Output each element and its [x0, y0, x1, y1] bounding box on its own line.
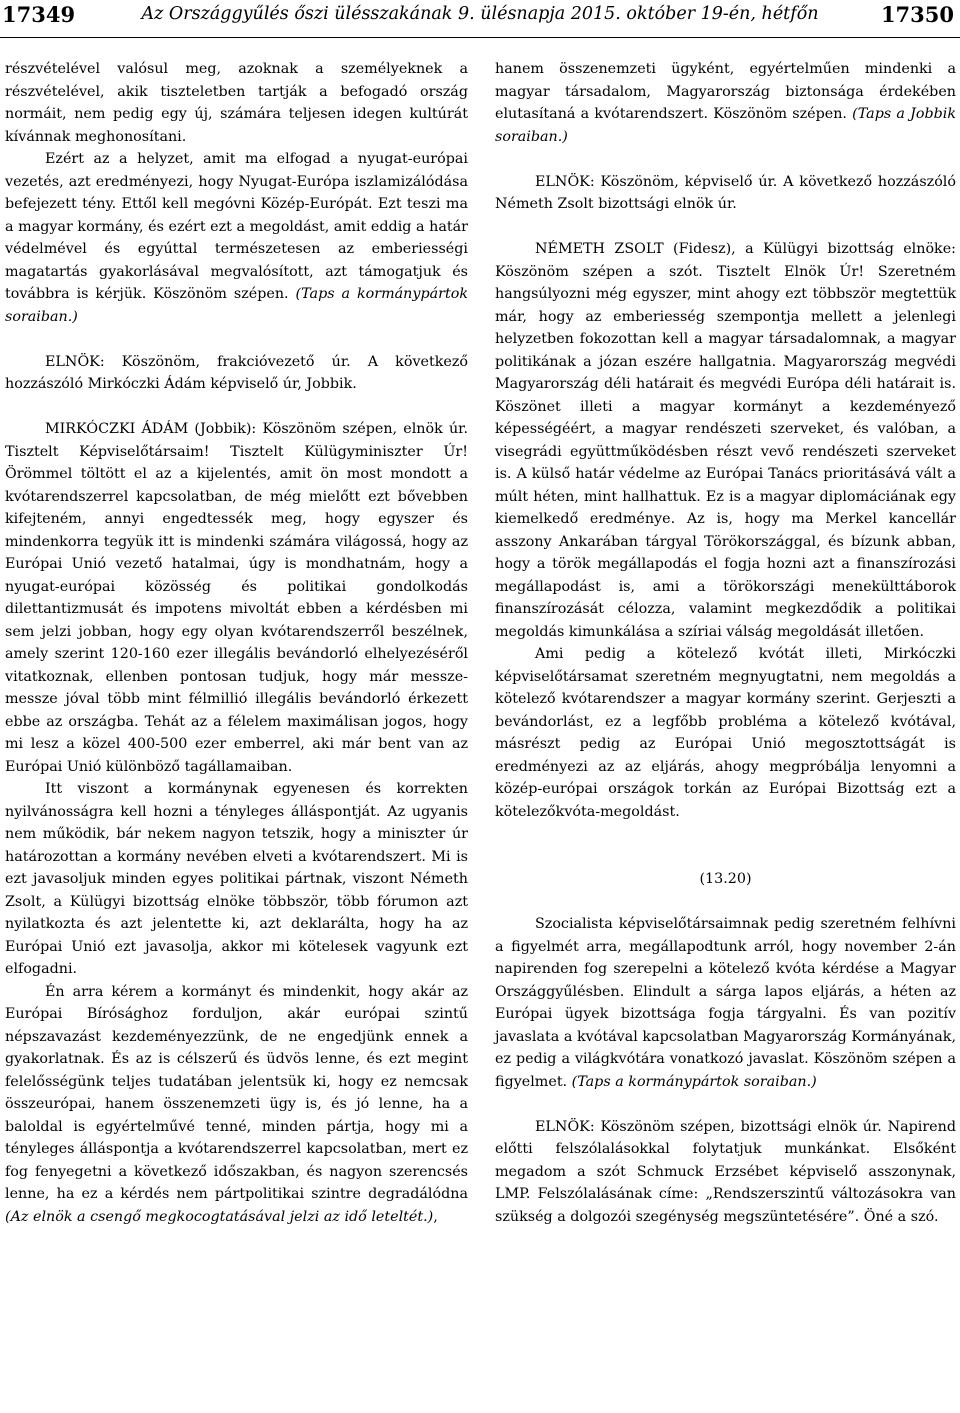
page-header: [0, 0, 960, 36]
paragraph-text: Ezért az a helyzet, amit ma elfogad a nyugat-európai vezetés, azt eredményezi, hogy Nyugat-Európa iszlamizálódása befejezett tény. Ettől kell megóvni Közép-Európát. Ezt teszi ma a magyar kormány, és ezért ezt a megoldást, amit eddig a határ védelmével és egyúttal természetesen az emberiességi magatartás gyakorlásával megvalósított, azt támogatjuk és továbbra is kérjük. Köszönöm szépen.: [5, 151, 468, 302]
paragraph: részvételével valósul meg, azoknak a személyeknek a részvételével, akik tiszteletben tartják a befogadó ország normáit, nem pedig egy új, számára teljesen idegen kultúrát kívánnak meghonosítani.: [5, 61, 468, 145]
timestamp: (13.20): [699, 871, 752, 887]
spacer: [495, 1093, 956, 1116]
header-rule: [0, 37, 960, 38]
bell-note: (Az elnök a csengő megkocogtatásával jelzi az idő leteltét.): [5, 1208, 434, 1225]
paragraph-text: Szocialista képviselőtársaimnak pedig szeretném felhívni a figyelmét arra, megállapodtunk arról, hogy november 2-án napirenden fog szerepelni a kötelező kvóta kérdése a Magyar Országgyűlésben. Elindult a sárga lapos eljárás, a héten az Európai ügyek bizottsága fogja tárgyalni. És van pozitív javaslata a kvótával kapcsolatban Magyarország Kormányának, ez pedig a világkvótára vonatkozó javaslat. Köszönöm szépen a figyelmet.: [495, 916, 956, 1090]
chair-remark: ELNÖK: Köszönöm szépen, bizottsági elnök úr. Napirend előtti felszólalásokkal folytatjuk munkánkat. Elsőként megadom a szót Schmuck Erzsébet képviselő asszonynak, LMP. Felszólalásának címe: „Rendszerszintű változásokra van szükség a dolgozói szegénység megszüntetésére”. Öné a szó.: [495, 1118, 956, 1225]
applause-note: (Taps a Jobbik soraiban.): [495, 106, 957, 145]
applause-note: (Taps a kormánypártok soraiban.): [571, 1073, 817, 1090]
chair-remark: ELNÖK: Köszönöm, frakcióvezető úr. A következő hozzászóló Mirkóczki Ádám képviselő úr, Jobbik.: [5, 353, 468, 392]
speech-paragraph: Ami pedig a kötelező kvótát illeti, Mirkóczki képviselőtársamat szeretném megnyugtatni, nem megoldás a kötelező kvótarendszer a magyar kormány szerint. Gerjeszti a bevándorlást, ez a legfőbb probléma a kötelező kvótával, másrészt pedig az Európai Unió megosztottságát is eredményezi az az eljárás, ahogy megpróbálja lenyomni a közép-európai országok torkán az Európai Bizottság ezt a kötelezőkvóta-megoldást.: [495, 646, 956, 820]
chair-remark: ELNÖK: Köszönöm, képviselő úr. A következő hozzászóló Németh Zsolt bizottsági elnök úr.: [495, 173, 956, 212]
speech-paragraph: [5, 981, 468, 1229]
paragraph-text: hanem összenemzeti ügyként, egyértelműen mindenki a magyar társadalom, Magyarország biztonsága érdekében elutasítaná a kvótarendszert. Köszönöm szépen.: [495, 61, 956, 122]
speech-paragraph: [495, 913, 956, 1093]
spacer: [495, 216, 956, 239]
spacer: [495, 891, 956, 914]
speech-paragraph: Itt viszont a kormánynak egyenesen és korrekten nyilvánosságra kell hozni a tényleges álláspontját. Az ugyanis nem működik, bár nekem nagyon tetszik, hogy a miniszter úr határozottan a kormány nevében elveti a kvótarendszert. Mi is ezt javasoljuk minden egyes politikai pártnak, viszont Németh Zsolt, a Külügyi bizottság elnöke többször, több fórumon azt nyilatkozta és azt jelentette ki, azt deklarálta, hogy ha az Európai Unió ezt javasolja, akkor mi kötelesek vagyunk ezt elfogadni.: [5, 781, 468, 977]
spacer: [5, 328, 468, 351]
spacer: [495, 148, 956, 171]
paragraph-text: Én arra kérem a kormányt és mindenkit, hogy akár az Európai Bírósághoz forduljon, akár európai szintű népszavazást kezdeményezzünk, de ne engedjünk ennek a gyakorlatnak. És az is célszerű és üdvös lenne, és ezt megint felelősségünk teljes tudatában jelentsük ki, hogy ez nemcsak összeurópai, hanem összenemzeti ügy is, és jó lenne, ha a baloldal is egyértelművé tenné, minden pártja, hogy mi a tényleges álláspontja a kvótarendszerrel kapcsolatban, mert ez fog fenyegetni a következő időszakban, és nagyon szerencsés lenne, ha ez a kérdés nem pártpolitikai szintre degradálódna: [5, 983, 468, 1202]
speech-paragraph: NÉMETH ZSOLT (Fidesz), a Külügyi bizottság elnöke: Köszönöm szépen a szót. Tisztelt Elnök Úr! Szeretném hangsúlyozni még egyszer, mint ahogy ezt többször megtettük már, hogy az emberiesség szempontja mellett a jelenlegi helyzetben fokozottan kell a magyar társadalomnak, a magyar politikának a józan eszére hallgatnia. Magyarország megvédi Magyarország déli határait és megvédi Európa déli határait is. Köszönet illeti a magyar kormányt a kezdeményező képességéért, a magyar rendészeti szerveket, és valóban, a visegrádi együttműködésben részt vevő rendészeti szerveket is. A külső határ védelme az Európai Tanács prioritásává vált a múlt héten, mint hallhattuk. Ez is a magyar diplomáciának egy kiemelkedő eredménye. Az is, hogy ma Merkel kancellár asszony Ankarában tárgyal Törökországgal, és bízunk abban, hogy a török megállapodás el fogja hozni azt a finanszírozási megállapodást is, ami a törökországi menekülttáborok finanszírozását célozza, valamint megkezdődik a politikai megoldás kimunkálása a szíriai válság megoldását illetően.: [495, 241, 956, 640]
paragraph: [495, 58, 956, 148]
paragraph: [5, 148, 468, 328]
left-column: [5, 58, 468, 1228]
spacer: [5, 396, 468, 419]
trailing-comma: ,: [433, 1208, 438, 1225]
applause-note: (Taps a kormánypártok soraiban.): [5, 286, 468, 325]
right-column: [495, 58, 956, 1228]
page-number-right: 17350: [880, 2, 954, 27]
speech-paragraph: MIRKÓCZKI ÁDÁM (Jobbik): Köszönöm szépen, elnök úr. Tisztelt Képviselőtársaim! Tisztelt Külügyminiszter Úr! Örömmel töltött el az a kijelentés, amit ön most mondott a kvótarendszerrel kapcsolatban, de még mielőtt ezt bővebben kifejteném, annyi engedtessék meg, hogy egyszer és mindenkorra tegyük itt is mindenki számára világossá, hogy az Európai Unió vezető hatalmai, úgy is mondhatnám, hogy a nyugat-európai közösség és politikai gondolkodás dilettantizmusát és impotens mivoltát ebben a kérdésben mi sem jelzi jobban, hogy egy olyan kvótarendszerről beszélnek, amely szerint 120-160 ezer illegális bevándorló elhelyezéséről vitatkoznak, ellenben pontosan tudjuk, hogy már messze-messze jóval több mint félmillió illegális bevándorló érkezett ebbe az országba. Tehát az a félelem maximálisan jogos, hogy mi lesz a közel 400-500 ezer emberrel, aki már bent van az Európai Unió különböző tagállamaiban.: [5, 421, 468, 775]
running-title: Az Országgyűlés őszi ülésszakának 9. ülésnapja 2015. október 19-én, hétfőn: [141, 4, 819, 24]
page-number-left: 17349: [2, 2, 76, 27]
spacer: [495, 823, 956, 868]
